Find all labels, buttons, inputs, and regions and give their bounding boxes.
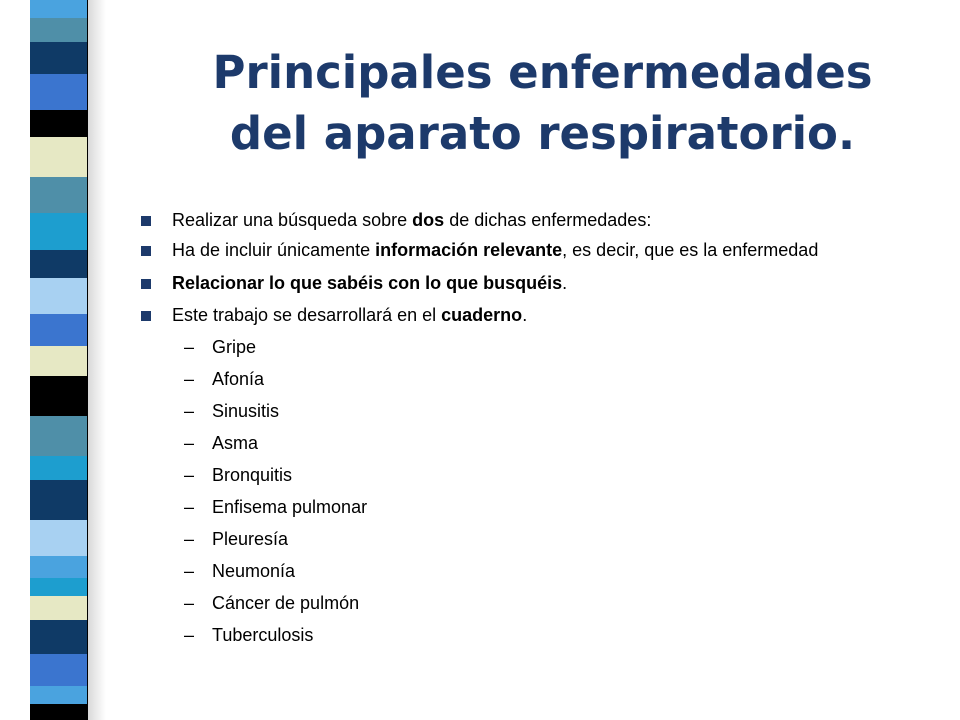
decorative-stripe xyxy=(30,686,87,704)
dash-marker: – xyxy=(184,337,195,357)
dash-marker: – xyxy=(184,465,195,485)
title-line-2: del aparato respiratorio. xyxy=(229,107,856,160)
square-bullet-icon xyxy=(141,279,151,289)
dash-marker: – xyxy=(184,561,195,581)
disease-list-item: – Neumonía xyxy=(184,561,296,581)
decorative-stripe xyxy=(30,346,87,376)
decorative-stripe xyxy=(30,578,87,596)
square-bullet-icon xyxy=(141,311,151,321)
decorative-stripe xyxy=(30,110,87,137)
decorative-stripe xyxy=(30,137,87,177)
decorative-stripe xyxy=(30,416,87,456)
slide-title xyxy=(125,42,960,164)
decorative-stripe xyxy=(30,74,87,110)
square-bullet-icon xyxy=(141,216,151,226)
dash-marker: – xyxy=(184,433,195,453)
dash-marker: – xyxy=(184,529,195,549)
disease-list-item: – Afonía xyxy=(184,369,265,389)
decorative-stripe xyxy=(30,556,87,578)
decorative-stripe xyxy=(30,456,87,480)
disease-list-item: – Pleuresía xyxy=(184,529,289,549)
stripe-shadow xyxy=(88,0,106,720)
decorative-stripe xyxy=(30,278,87,314)
decorative-stripe xyxy=(30,314,87,346)
decorative-stripe xyxy=(30,213,87,250)
disease-list-item: – Tuberculosis xyxy=(184,625,314,645)
square-bullet-icon xyxy=(141,246,151,256)
decorative-stripe xyxy=(30,42,87,74)
dash-marker: – xyxy=(184,625,195,645)
decorative-stripe xyxy=(30,0,87,18)
dash-marker: – xyxy=(184,497,195,517)
slide-body xyxy=(140,209,930,656)
decorative-stripe xyxy=(30,480,87,520)
disease-list-item: – Asma xyxy=(184,433,259,453)
dash-marker: – xyxy=(184,369,195,389)
disease-list-item: – Gripe xyxy=(184,337,257,357)
decorative-stripe xyxy=(30,250,87,278)
dash-marker: – xyxy=(184,401,195,421)
decorative-stripe xyxy=(30,704,87,720)
dash-marker: – xyxy=(184,593,195,613)
bullet-item: Relacionar lo que sabéis con lo que busquéis. xyxy=(140,272,930,294)
decorative-stripe xyxy=(30,520,87,556)
disease-list-item: – Bronquitis xyxy=(184,465,293,485)
bullet-item: Ha de incluir únicamente información relevante, es decir, que es la enfermedad xyxy=(140,239,930,261)
disease-list-item: – Sinusitis xyxy=(184,401,280,421)
decorative-stripe xyxy=(30,177,87,213)
disease-list-item: – Cáncer de pulmón xyxy=(184,593,360,613)
decorative-stripe-bar xyxy=(30,0,88,720)
decorative-stripe xyxy=(30,654,87,686)
decorative-stripe xyxy=(30,376,87,416)
decorative-stripe xyxy=(30,620,87,654)
bullet-item: Este trabajo se desarrollará en el cuaderno. xyxy=(140,304,930,326)
disease-list-item: – Enfisema pulmonar xyxy=(184,497,368,517)
decorative-stripe xyxy=(30,596,87,620)
decorative-stripe xyxy=(30,18,87,42)
title-line-1: Principales enfermedades xyxy=(212,46,873,99)
bullet-item: Realizar una búsqueda sobre dos de dichas enfermedades: xyxy=(140,209,930,231)
